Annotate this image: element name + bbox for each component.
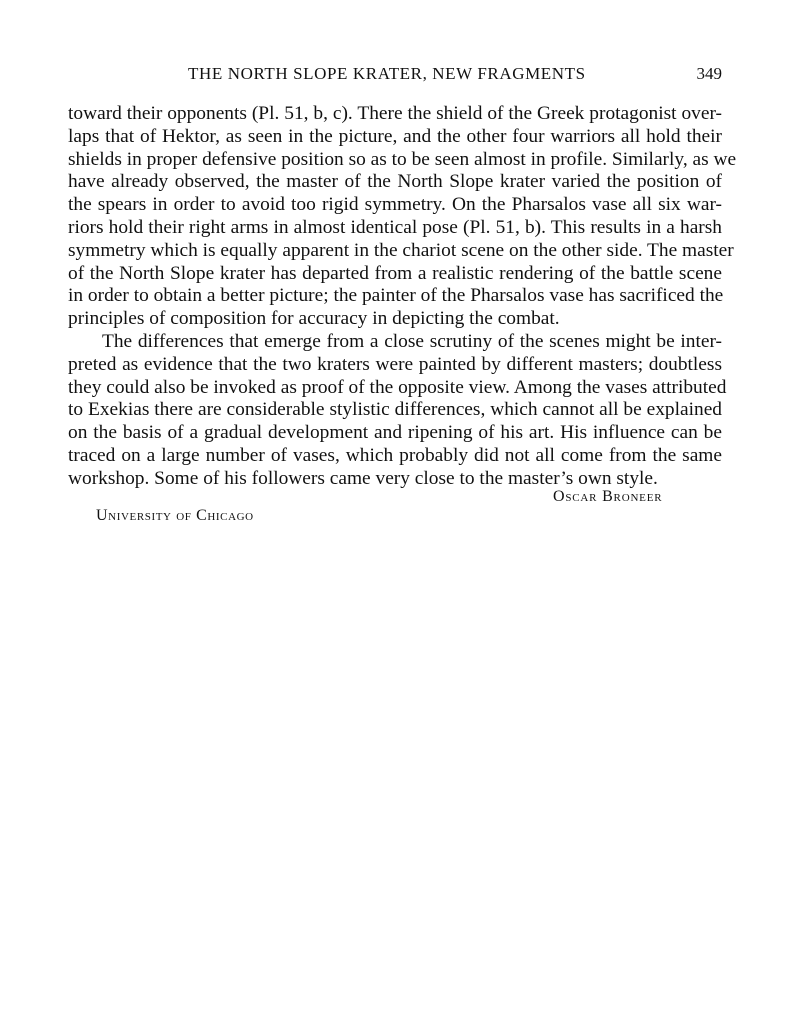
text-line: laps that of Hektor, as seen in the picture, and the other four warriors all hold their [68, 125, 722, 147]
paragraph-2 [68, 330, 727, 491]
text-line: preted as evidence that the two kraters were painted by different masters; doubtless [68, 353, 722, 375]
text-line: toward their opponents (Pl. 51, b, c). There the shield of the Greek protagonist over- [68, 103, 722, 124]
running-title: THE NORTH SLOPE KRATER, NEW FRAGMENTS [188, 64, 586, 83]
text-line: principles of composition for accuracy in depicting the combat. [68, 308, 560, 330]
text-line: have already observed, the master of the North Slope krater varied the position of [68, 171, 722, 193]
running-head [0, 64, 790, 88]
author-affiliation: University of Chicago [96, 507, 254, 524]
text-line: in order to obtain a better picture; the painter of the Pharsalos vase has sacrificed the [68, 285, 724, 307]
text-line: the spears in order to avoid too rigid symmetry. On the Pharsalos vase all six war- [68, 194, 722, 216]
text-line: to Exekias there are considerable stylistic differences, which cannot all be explained [68, 399, 722, 421]
text-line: riors hold their right arms in almost identical pose (Pl. 51, b). This results in a harsh [68, 216, 722, 238]
text-line: workshop. Some of his followers came very close to the master’s own style. [68, 467, 658, 489]
text-line: they could also be invoked as proof of the opposite view. Among the vases attributed [68, 376, 727, 398]
author-signature: Oscar Broneer [553, 488, 663, 505]
body-text [68, 103, 737, 491]
text-line: The differences that emerge from a close scrutiny of the scenes might be inter- [102, 330, 722, 352]
text-line: of the North Slope krater has departed from a realistic rendering of the battle scene [68, 262, 722, 284]
text-line: shields in proper defensive position so as to be seen almost in profile. Similarly, as we [68, 148, 737, 170]
text-line: traced on a large number of vases, which probably did not all come from the same [68, 444, 722, 466]
page-number: 349 [696, 64, 722, 83]
text-line: on the basis of a gradual development and ripening of his art. His influence can be [68, 422, 722, 444]
paragraph-1 [68, 103, 737, 331]
text-line: symmetry which is equally apparent in the chariot scene on the other side. The master [68, 239, 734, 261]
